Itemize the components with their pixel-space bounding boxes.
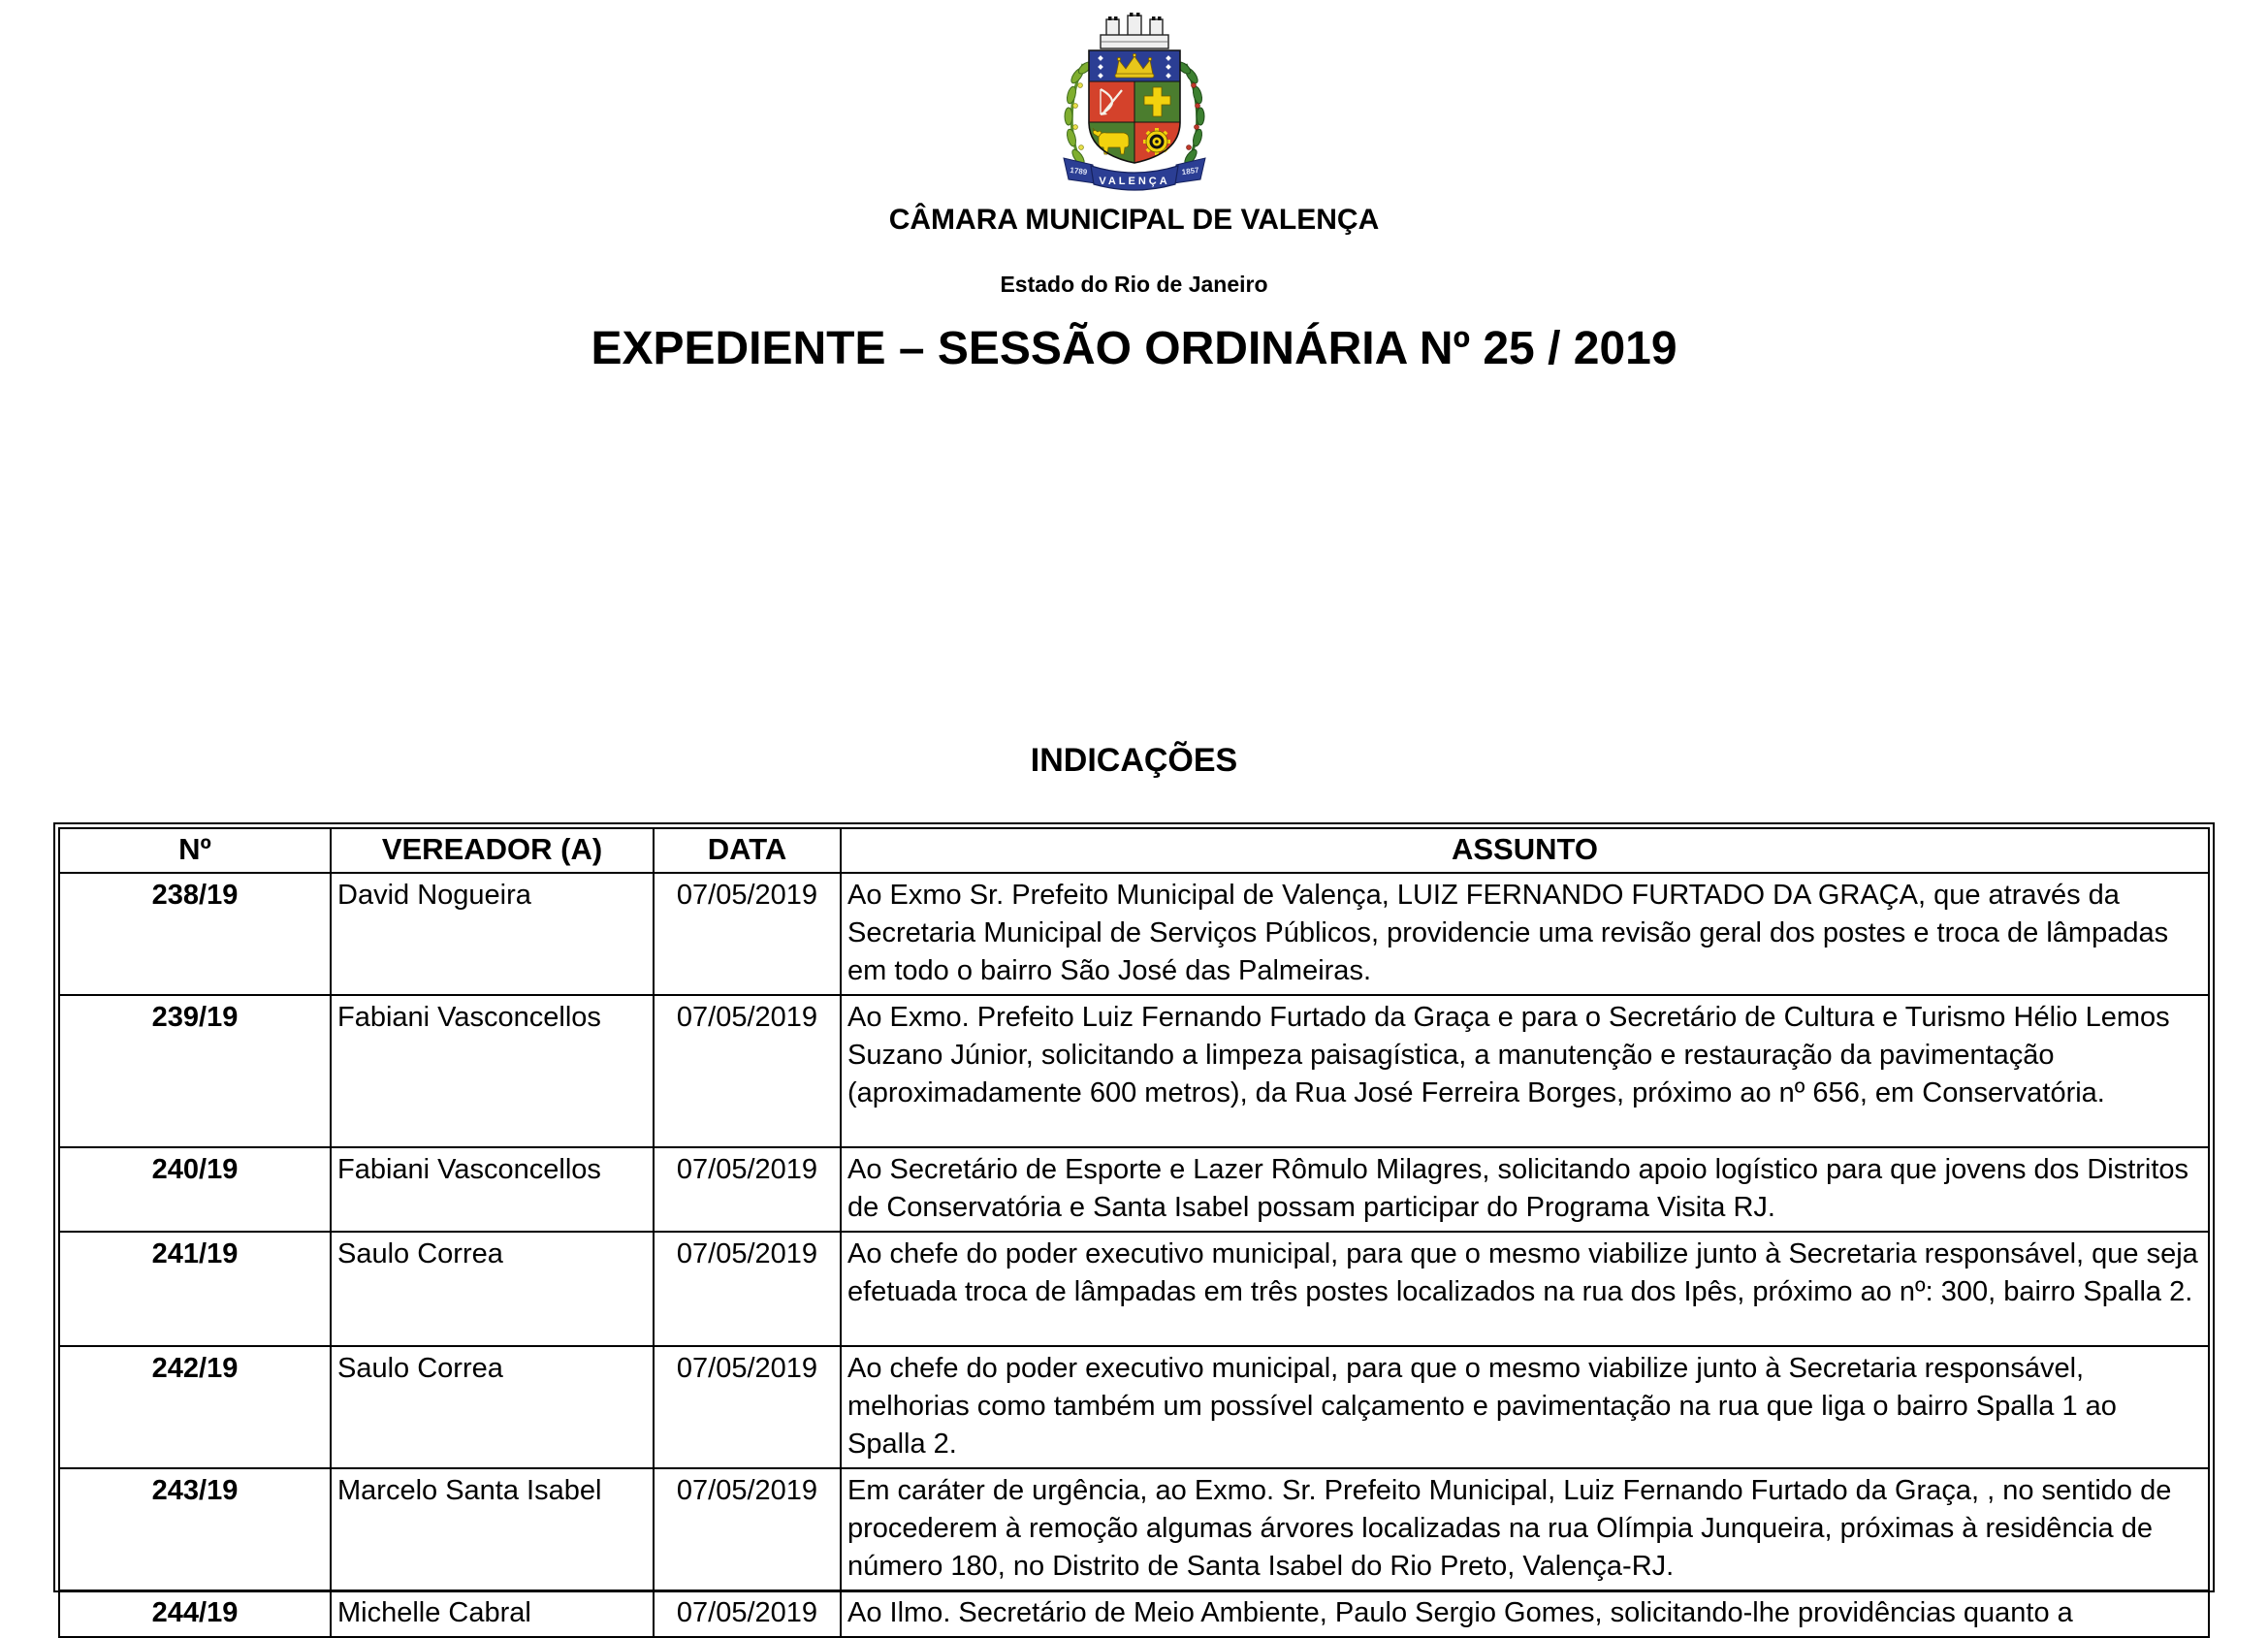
cell-data: 07/05/2019 [654,1346,841,1468]
cell-numero: 240/19 [59,1147,331,1232]
table-row [59,873,2209,995]
cell-data: 07/05/2019 [654,1232,841,1346]
cell-vereador: Michelle Cabral [331,1590,654,1637]
cell-numero: 239/19 [59,995,331,1147]
crest-container [0,0,2268,190]
table-row [59,1468,2209,1590]
cell-assunto: Em caráter de urgência, ao Exmo. Sr. Prefeito Municipal, Luiz Fernando Furtado da Graça, , no sentido de procederem à remoção algumas árvores localizadas na rua Olímpia Junqueira, próximas à residência de número 180, no Distrito de Santa Isabel do Rio Preto, Valença-RJ. [841,1468,2209,1590]
cell-assunto: Ao chefe do poder executivo municipal, para que o mesmo viabilize junto à Secretaria responsável, melhorias como também um possível calçamento e pavimentação na rua que liga o bairro Spalla 1 ao Spalla 2. [841,1346,2209,1468]
cell-assunto: Ao Exmo Sr. Prefeito Municipal de Valença, LUIZ FERNANDO FURTADO DA GRAÇA, que através da Secretaria Municipal de Serviços Públicos, providencie uma revisão geral dos postes e troca de lâmpadas em todo o bairro São José das Palmeiras. [841,873,2209,995]
indications-table [58,827,2210,1638]
valenca-coat-of-arms-icon [1049,8,1220,188]
cell-assunto: Ao Exmo. Prefeito Luiz Fernando Furtado da Graça e para o Secretário de Cultura e Turismo Hélio Lemos Suzano Júnior, solicitando a limpeza paisagística, a manutenção e restauração da pavimentação (aproximadamente 600 metros), da Rua José Ferreira Borges, próximo ao nº 656, em Conservatória. [841,995,2209,1147]
cell-data: 07/05/2019 [654,873,841,995]
table-row [59,1590,2209,1637]
cell-assunto: Ao Ilmo. Secretário de Meio Ambiente, Paulo Sergio Gomes, solicitando-lhe providências quanto a [841,1590,2209,1637]
cell-vereador: Fabiani Vasconcellos [331,995,654,1147]
table-header-row [59,828,2209,873]
table-row [59,995,2209,1147]
state-line: Estado do Rio de Janeiro [1000,272,1268,297]
column-header-numero: Nº [59,828,331,873]
cell-vereador: Saulo Correa [331,1232,654,1346]
cell-data: 07/05/2019 [654,1147,841,1232]
shield-icon [1089,50,1180,165]
table-row [59,1232,2209,1346]
cell-data: 07/05/2019 [654,995,841,1147]
column-header-vereador: VEREADOR (A) [331,828,654,873]
mural-crown-icon [1101,13,1168,48]
table-row [59,1346,2209,1468]
cell-numero: 242/19 [59,1346,331,1468]
org-name: CÂMARA MUNICIPAL DE VALENÇA [888,204,1380,236]
cell-vereador: Marcelo Santa Isabel [331,1468,654,1590]
table-row [59,1147,2209,1232]
indications-table-wrapper [53,822,2215,1628]
document-title: EXPEDIENTE – SESSÃO ORDINÁRIA Nº 25 / 2019 [591,323,1677,374]
cell-assunto: Ao Secretário de Esporte e Lazer Rômulo Milagres, solicitando apoio logístico para que jovens dos Distritos de Conservatória e Santa Isabel possam participar do Programa Visita RJ. [841,1147,2209,1232]
cell-data: 07/05/2019 [654,1590,841,1637]
cell-numero: 238/19 [59,873,331,995]
column-header-data: DATA [654,828,841,873]
cell-vereador: Fabiani Vasconcellos [331,1147,654,1232]
cell-vereador: Saulo Correa [331,1346,654,1468]
cell-assunto: Ao chefe do poder executivo municipal, para que o mesmo viabilize junto à Secretaria responsável, que seja efetuada troca de lâmpadas em três postes localizados na rua dos Ipês, próximo ao nº: 300, bairro Spalla 2. [841,1232,2209,1346]
crest-motto: VALENÇA [1098,176,1170,187]
column-header-assunto: ASSUNTO [841,828,2209,873]
crest-year-left: 1789 [1069,165,1088,177]
cell-numero: 241/19 [59,1232,331,1346]
cell-numero: 243/19 [59,1468,331,1590]
gear-icon [1143,128,1170,155]
cell-vereador: David Nogueira [331,873,654,995]
section-title-indicacoes: INDICAÇÕES [1030,742,1238,779]
cell-numero: 244/19 [59,1590,331,1637]
cell-data: 07/05/2019 [654,1468,841,1590]
crest-year-right: 1857 [1180,165,1199,177]
